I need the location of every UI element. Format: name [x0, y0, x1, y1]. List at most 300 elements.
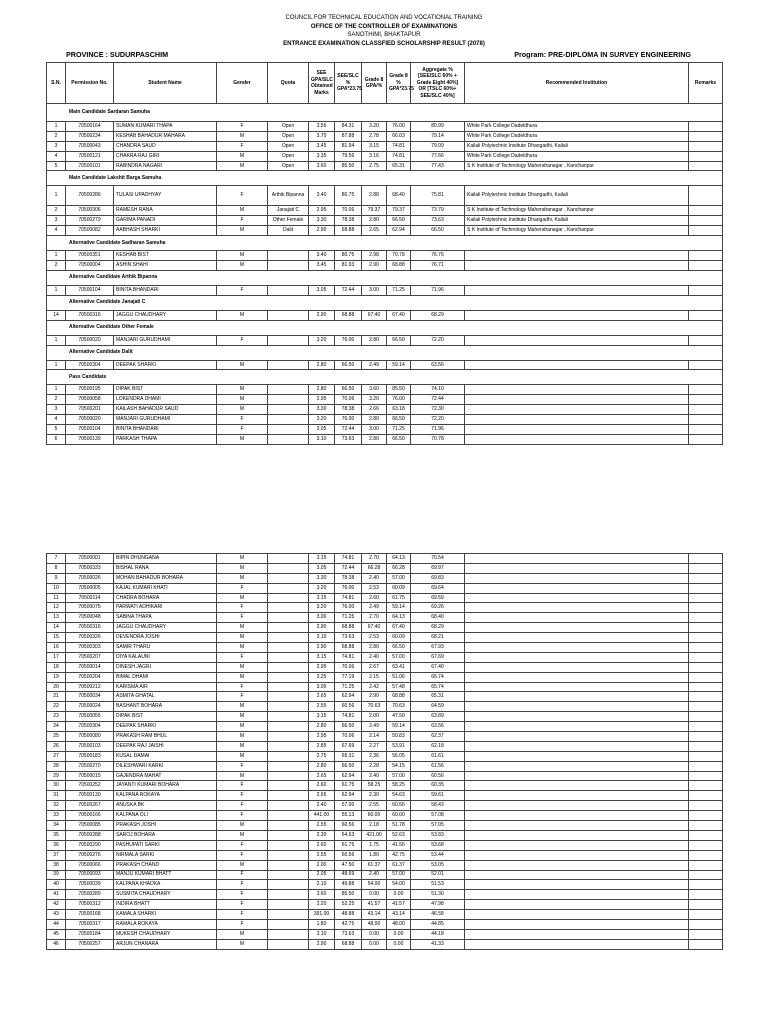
- table-row: [47, 633, 723, 643]
- cell-remarks: [689, 890, 723, 900]
- cell-permission-no: 70500212: [66, 682, 114, 692]
- cell-gender: F: [217, 603, 268, 613]
- cell-gender: M: [217, 722, 268, 732]
- cell-grade8-percent: 67.40: [387, 310, 411, 320]
- section-title: Pass Candidate: [47, 370, 723, 385]
- section-header-row: [47, 295, 723, 310]
- cell-grade8-percent: 76.00: [387, 122, 411, 132]
- table-row: [47, 593, 723, 603]
- cell-institution: [465, 335, 689, 345]
- cell-aggregate: 62.18: [411, 741, 465, 751]
- cell-quota: [268, 682, 309, 692]
- cell-quota: Open: [268, 141, 309, 151]
- office-address: SANOTHIMI, BHAKTAPUR: [347, 32, 421, 38]
- cell-remarks: [689, 662, 723, 672]
- cell-gender: M: [217, 593, 268, 603]
- cell-see-percent: 80.75: [335, 251, 362, 261]
- cell-remarks: [689, 603, 723, 613]
- cell-see-gpa: 3.70: [309, 131, 335, 141]
- cell-sn: 1: [47, 360, 66, 370]
- cell-grade8-gpa: 2.49: [362, 722, 387, 732]
- cell-sn: 2: [47, 261, 66, 271]
- table-row: [47, 821, 723, 831]
- cell-aggregate: 46.58: [411, 910, 465, 920]
- cell-institution: White Park College Dadeldhura: [465, 122, 689, 132]
- cell-gender: M: [217, 939, 268, 949]
- table-row: [47, 385, 723, 395]
- cell-sn: 6: [47, 434, 66, 444]
- cell-remarks: [689, 415, 723, 425]
- cell-grade8-gpa: 2.53: [362, 633, 387, 643]
- cell-aggregate: 63.56: [411, 722, 465, 732]
- cell-permission-no: 70500204: [66, 672, 114, 682]
- cell-see-percent: 68.88: [335, 310, 362, 320]
- cell-sn: 1: [47, 285, 66, 295]
- cell-gender: F: [217, 801, 268, 811]
- cell-student-name: GAJENDRA MAHAT: [114, 771, 217, 781]
- cell-grade8-percent: 71.25: [387, 425, 411, 435]
- cell-sn: 5: [47, 161, 66, 171]
- cell-aggregate: 69.83: [411, 573, 465, 583]
- cell-gender: M: [217, 395, 268, 405]
- cell-student-name: CHADRA BOHARA: [114, 593, 217, 603]
- cell-see-percent: 74.81: [335, 554, 362, 564]
- cell-gender: M: [217, 405, 268, 415]
- cell-quota: Other Female: [268, 216, 309, 226]
- cell-aggregate: 60.35: [411, 781, 465, 791]
- cell-see-percent: 78.38: [335, 216, 362, 226]
- cell-aggregate: 79.14: [411, 131, 465, 141]
- cell-aggregate: 73.79: [411, 206, 465, 216]
- cell-permission-no: 70500304: [66, 722, 114, 732]
- cell-see-percent: 73.63: [335, 929, 362, 939]
- cell-grade8-percent: 61.75: [387, 593, 411, 603]
- cell-permission-no: 70500001: [66, 554, 114, 564]
- cell-see-percent: 42.75: [335, 919, 362, 929]
- cell-permission-no: 70500039: [66, 880, 114, 890]
- cell-grade8-gpa: 3.00: [362, 425, 387, 435]
- cell-gender: F: [217, 335, 268, 345]
- cell-permission-no: 70500104: [66, 425, 114, 435]
- cell-remarks: [689, 131, 723, 141]
- cell-see-gpa: 3.05: [309, 563, 335, 573]
- cell-sn: 35: [47, 830, 66, 840]
- table-row: [47, 890, 723, 900]
- cell-permission-no: 70500195: [66, 385, 114, 395]
- cell-student-name: KESHAB BIST: [114, 251, 217, 261]
- cell-permission-no: 70500043: [66, 141, 114, 151]
- cell-quota: [268, 702, 309, 712]
- cell-aggregate: 58.43: [411, 801, 465, 811]
- cell-permission-no: 70500103: [66, 741, 114, 751]
- section-header-row: [47, 345, 723, 360]
- cell-sn: 10: [47, 583, 66, 593]
- cell-permission-no: 70500020: [66, 335, 114, 345]
- column-header-grade8-gpa: Grade 8 GPA/%: [362, 63, 387, 104]
- cell-grade8-gpa: 2.42: [362, 682, 387, 692]
- cell-sn: 21: [47, 692, 66, 702]
- cell-grade8-percent: 79.37: [387, 206, 411, 216]
- cell-see-percent: 60.56: [335, 821, 362, 831]
- cell-see-gpa: 3.15: [309, 712, 335, 722]
- cell-student-name: JAYANTI KUMARI BOHARA: [114, 781, 217, 791]
- cell-permission-no: 70500014: [66, 662, 114, 672]
- cell-grade8-percent: 51.78: [387, 821, 411, 831]
- cell-institution: White Park College Dadeldhura: [465, 131, 689, 141]
- cell-see-gpa: 1.80: [309, 919, 335, 929]
- cell-student-name: CHAKRA RAJ GIRI: [114, 151, 217, 161]
- cell-institution: [465, 682, 689, 692]
- cell-student-name: MANJARI GURUDHAMI: [114, 415, 217, 425]
- cell-permission-no: 70500279: [66, 216, 114, 226]
- cell-see-gpa: 2.05: [309, 870, 335, 880]
- cell-quota: [268, 712, 309, 722]
- cell-see-gpa: 2.55: [309, 821, 335, 831]
- cell-permission-no: 70500290: [66, 840, 114, 850]
- cell-quota: [268, 652, 309, 662]
- cell-sn: 2: [47, 206, 66, 216]
- cell-institution: [465, 385, 689, 395]
- cell-gender: F: [217, 652, 268, 662]
- cell-sn: 4: [47, 151, 66, 161]
- cell-see-percent: 76.00: [335, 603, 362, 613]
- cell-gender: M: [217, 633, 268, 643]
- cell-student-name: DIYA KALAUNI: [114, 652, 217, 662]
- cell-gender: F: [217, 186, 268, 206]
- cell-aggregate: 57.05: [411, 821, 465, 831]
- cell-institution: Kailali Polytechnic Institute Dhangadhi, Kailali: [465, 186, 689, 206]
- table-row: [47, 712, 723, 722]
- table-row: [47, 662, 723, 672]
- cell-grade8-gpa: 2.65: [362, 226, 387, 236]
- cell-aggregate: 68.21: [411, 633, 465, 643]
- cell-grade8-gpa: 3.15: [362, 141, 387, 151]
- cell-grade8-gpa: 60.00: [362, 811, 387, 821]
- cell-grade8-gpa: 3.00: [362, 285, 387, 295]
- cell-permission-no: 70500130: [66, 791, 114, 801]
- cell-permission-no: 70500164: [66, 122, 114, 132]
- cell-remarks: [689, 583, 723, 593]
- cell-permission-no: 70500005: [66, 583, 114, 593]
- cell-institution: [465, 434, 689, 444]
- cell-institution: [465, 593, 689, 603]
- cell-remarks: [689, 712, 723, 722]
- cell-aggregate: 69.59: [411, 593, 465, 603]
- cell-grade8-gpa: 2.36: [362, 751, 387, 761]
- cell-see-percent: 66.50: [335, 360, 362, 370]
- cell-see-percent: 68.88: [335, 939, 362, 949]
- cell-sn: 13: [47, 613, 66, 623]
- cell-remarks: [689, 206, 723, 216]
- column-header-sn: S.N.: [47, 63, 66, 104]
- cell-permission-no: 70500166: [66, 811, 114, 821]
- cell-sn: 46: [47, 939, 66, 949]
- cell-aggregate: 70.78: [411, 434, 465, 444]
- cell-institution: [465, 310, 689, 320]
- cell-see-percent: 62.94: [335, 771, 362, 781]
- cell-grade8-gpa: 2.60: [362, 593, 387, 603]
- cell-remarks: [689, 791, 723, 801]
- table-row: [47, 335, 723, 345]
- cell-permission-no: 70500034: [66, 692, 114, 702]
- cell-remarks: [689, 554, 723, 564]
- table-row: [47, 702, 723, 712]
- cell-permission-no: 70500257: [66, 939, 114, 949]
- cell-institution: [465, 939, 689, 949]
- cell-quota: [268, 623, 309, 633]
- cell-sn: 15: [47, 633, 66, 643]
- cell-see-gpa: 3.00: [309, 682, 335, 692]
- cell-grade8-percent: 67.40: [387, 623, 411, 633]
- cell-grade8-percent: 43.14: [387, 910, 411, 920]
- cell-quota: [268, 335, 309, 345]
- cell-student-name: INDIRA BHATT: [114, 900, 217, 910]
- cell-grade8-gpa: 0.00: [362, 890, 387, 900]
- cell-permission-no: 70500316: [66, 310, 114, 320]
- cell-permission-no: 70500286: [66, 186, 114, 206]
- cell-see-percent: 74.81: [335, 593, 362, 603]
- cell-remarks: [689, 741, 723, 751]
- cell-sn: 11: [47, 593, 66, 603]
- results-table-main: [46, 62, 723, 445]
- cell-institution: [465, 251, 689, 261]
- cell-sn: 43: [47, 910, 66, 920]
- cell-quota: [268, 929, 309, 939]
- cell-grade8-percent: 42.75: [387, 850, 411, 860]
- cell-gender: M: [217, 860, 268, 870]
- cell-institution: [465, 712, 689, 722]
- cell-quota: [268, 692, 309, 702]
- cell-aggregate: 66.50: [411, 226, 465, 236]
- cell-remarks: [689, 929, 723, 939]
- cell-student-name: KALPANA OLI: [114, 811, 217, 821]
- table-row: [47, 722, 723, 732]
- cell-sn: 4: [47, 226, 66, 236]
- cell-sn: 29: [47, 771, 66, 781]
- cell-permission-no: 70500289: [66, 890, 114, 900]
- cell-remarks: [689, 900, 723, 910]
- cell-grade8-gpa: 3.60: [362, 385, 387, 395]
- cell-quota: [268, 791, 309, 801]
- cell-institution: Kailali Polytechnic Institute Dhangadhi, Kailali: [465, 141, 689, 151]
- cell-see-gpa: 2.20: [309, 900, 335, 910]
- cell-remarks: [689, 285, 723, 295]
- cell-institution: [465, 285, 689, 295]
- cell-grade8-gpa: 2.00: [362, 712, 387, 722]
- cell-remarks: [689, 801, 723, 811]
- cell-sn: 5: [47, 425, 66, 435]
- cell-remarks: [689, 593, 723, 603]
- cell-student-name: BINITA BHANDARI: [114, 285, 217, 295]
- column-header-grade8-percent: Grade 8 % GPA*23.75: [387, 63, 411, 104]
- cell-aggregate: 72.20: [411, 415, 465, 425]
- cell-institution: [465, 692, 689, 702]
- cell-gender: M: [217, 623, 268, 633]
- cell-see-percent: 85.50: [335, 890, 362, 900]
- cell-see-gpa: 2.00: [309, 860, 335, 870]
- cell-quota: [268, 395, 309, 405]
- cell-gender: F: [217, 880, 268, 890]
- cell-permission-no: 70500267: [66, 801, 114, 811]
- cell-sn: 45: [47, 929, 66, 939]
- cell-student-name: ARJUN CHANARA: [114, 939, 217, 949]
- cell-remarks: [689, 880, 723, 890]
- cell-permission-no: 70500333: [66, 563, 114, 573]
- cell-grade8-gpa: 54.00: [362, 880, 387, 890]
- cell-student-name: KALPANA ROKAYA: [114, 791, 217, 801]
- cell-grade8-percent: 51.06: [387, 672, 411, 682]
- cell-gender: M: [217, 929, 268, 939]
- cell-grade8-gpa: 2.40: [362, 573, 387, 583]
- cell-institution: [465, 890, 689, 900]
- cell-aggregate: 69.64: [411, 583, 465, 593]
- cell-sn: 34: [47, 821, 66, 831]
- cell-institution: [465, 870, 689, 880]
- cell-quota: [268, 722, 309, 732]
- table-row: [47, 672, 723, 682]
- cell-grade8-gpa: 3.20: [362, 395, 387, 405]
- cell-grade8-percent: 59.14: [387, 360, 411, 370]
- cell-permission-no: 70500184: [66, 929, 114, 939]
- cell-student-name: KARISMA AIR: [114, 682, 217, 692]
- cell-grade8-percent: 60.09: [387, 583, 411, 593]
- cell-remarks: [689, 652, 723, 662]
- cell-remarks: [689, 425, 723, 435]
- cell-grade8-percent: 66.03: [387, 131, 411, 141]
- cell-grade8-percent: 41.57: [387, 900, 411, 910]
- cell-quota: Open: [268, 122, 309, 132]
- cell-aggregate: 41.33: [411, 939, 465, 949]
- cell-gender: F: [217, 682, 268, 692]
- cell-sn: 41: [47, 890, 66, 900]
- cell-grade8-percent: 70.63: [387, 702, 411, 712]
- cell-student-name: PRAKASH CHAND: [114, 860, 217, 870]
- table-row: [47, 623, 723, 633]
- cell-aggregate: 80.99: [411, 122, 465, 132]
- cell-remarks: [689, 919, 723, 929]
- cell-gender: M: [217, 161, 268, 171]
- cell-see-percent: 48.88: [335, 910, 362, 920]
- cell-quota: [268, 890, 309, 900]
- cell-institution: [465, 395, 689, 405]
- table-row: [47, 939, 723, 949]
- cell-see-percent: 57.00: [335, 801, 362, 811]
- cell-gender: M: [217, 672, 268, 682]
- table-row: [47, 131, 723, 141]
- cell-grade8-percent: 60.09: [387, 633, 411, 643]
- cell-see-percent: 55.13: [335, 811, 362, 821]
- cell-student-name: SAMIR THARU: [114, 643, 217, 653]
- cell-quota: [268, 613, 309, 623]
- table-row: [47, 791, 723, 801]
- cell-see-percent: 76.00: [335, 335, 362, 345]
- cell-student-name: SUMAN KUMARI THAPA: [114, 122, 217, 132]
- cell-sn: 1: [47, 122, 66, 132]
- cell-aggregate: 61.61: [411, 751, 465, 761]
- cell-gender: M: [217, 771, 268, 781]
- cell-see-percent: 61.75: [335, 781, 362, 791]
- cell-grade8-gpa: 79.37: [362, 206, 387, 216]
- cell-see-gpa: 2.90: [309, 623, 335, 633]
- cell-see-percent: 76.00: [335, 583, 362, 593]
- cell-aggregate: 76.76: [411, 251, 465, 261]
- cell-sn: 2: [47, 131, 66, 141]
- cell-see-percent: 70.06: [335, 206, 362, 216]
- cell-gender: F: [217, 415, 268, 425]
- cell-gender: M: [217, 821, 268, 831]
- cell-gender: M: [217, 751, 268, 761]
- cell-permission-no: 70500104: [66, 285, 114, 295]
- cell-gender: M: [217, 360, 268, 370]
- cell-sn: 28: [47, 761, 66, 771]
- cell-remarks: [689, 771, 723, 781]
- table-row: [47, 151, 723, 161]
- cell-remarks: [689, 251, 723, 261]
- cell-quota: [268, 840, 309, 850]
- cell-see-gpa: 2.60: [309, 781, 335, 791]
- cell-student-name: MUKESH CHAUDHARY: [114, 929, 217, 939]
- cell-quota: [268, 900, 309, 910]
- cell-quota: [268, 811, 309, 821]
- cell-sn: 27: [47, 751, 66, 761]
- cell-student-name: KALPANA KHADKA: [114, 880, 217, 890]
- cell-quota: [268, 672, 309, 682]
- cell-sn: 4: [47, 415, 66, 425]
- cell-quota: [268, 251, 309, 261]
- cell-grade8-gpa: 3.20: [362, 122, 387, 132]
- cell-see-percent: 74.81: [335, 652, 362, 662]
- cell-sn: 42: [47, 900, 66, 910]
- cell-student-name: DIPAK BIST: [114, 712, 217, 722]
- cell-permission-no: 70500234: [66, 131, 114, 141]
- table-row: [47, 563, 723, 573]
- cell-quota: [268, 583, 309, 593]
- cell-grade8-gpa: 2.18: [362, 821, 387, 831]
- cell-aggregate: 74.10: [411, 385, 465, 395]
- table-row: [47, 395, 723, 405]
- cell-permission-no: 70500080: [66, 732, 114, 742]
- cell-aggregate: 62.37: [411, 732, 465, 742]
- cell-see-gpa: 3.10: [309, 633, 335, 643]
- cell-gender: M: [217, 830, 268, 840]
- table-row: [47, 910, 723, 920]
- cell-aggregate: 60.56: [411, 771, 465, 781]
- column-header-student-name: Student Name: [114, 63, 217, 104]
- cell-see-percent: 78.38: [335, 573, 362, 583]
- cell-aggregate: 66.74: [411, 672, 465, 682]
- cell-student-name: BINITA BHANDARI: [114, 425, 217, 435]
- cell-grade8-gpa: 43.14: [362, 910, 387, 920]
- cell-see-gpa: 3.00: [309, 613, 335, 623]
- table-header-row: [47, 63, 723, 104]
- cell-institution: [465, 360, 689, 370]
- cell-student-name: CHANDRA SAUD: [114, 141, 217, 151]
- cell-institution: [465, 702, 689, 712]
- cell-remarks: [689, 395, 723, 405]
- cell-student-name: SUSMITA CHAUDHARY: [114, 890, 217, 900]
- cell-gender: F: [217, 613, 268, 623]
- table-row: [47, 216, 723, 226]
- cell-sn: 39: [47, 870, 66, 880]
- cell-grade8-gpa: 2.70: [362, 554, 387, 564]
- cell-institution: [465, 405, 689, 415]
- cell-see-percent: 68.88: [335, 623, 362, 633]
- cell-see-percent: 72.44: [335, 285, 362, 295]
- cell-see-percent: 80.75: [335, 186, 362, 206]
- cell-see-gpa: 2.90: [309, 643, 335, 653]
- cell-sn: 16: [47, 643, 66, 653]
- cell-aggregate: 59.61: [411, 791, 465, 801]
